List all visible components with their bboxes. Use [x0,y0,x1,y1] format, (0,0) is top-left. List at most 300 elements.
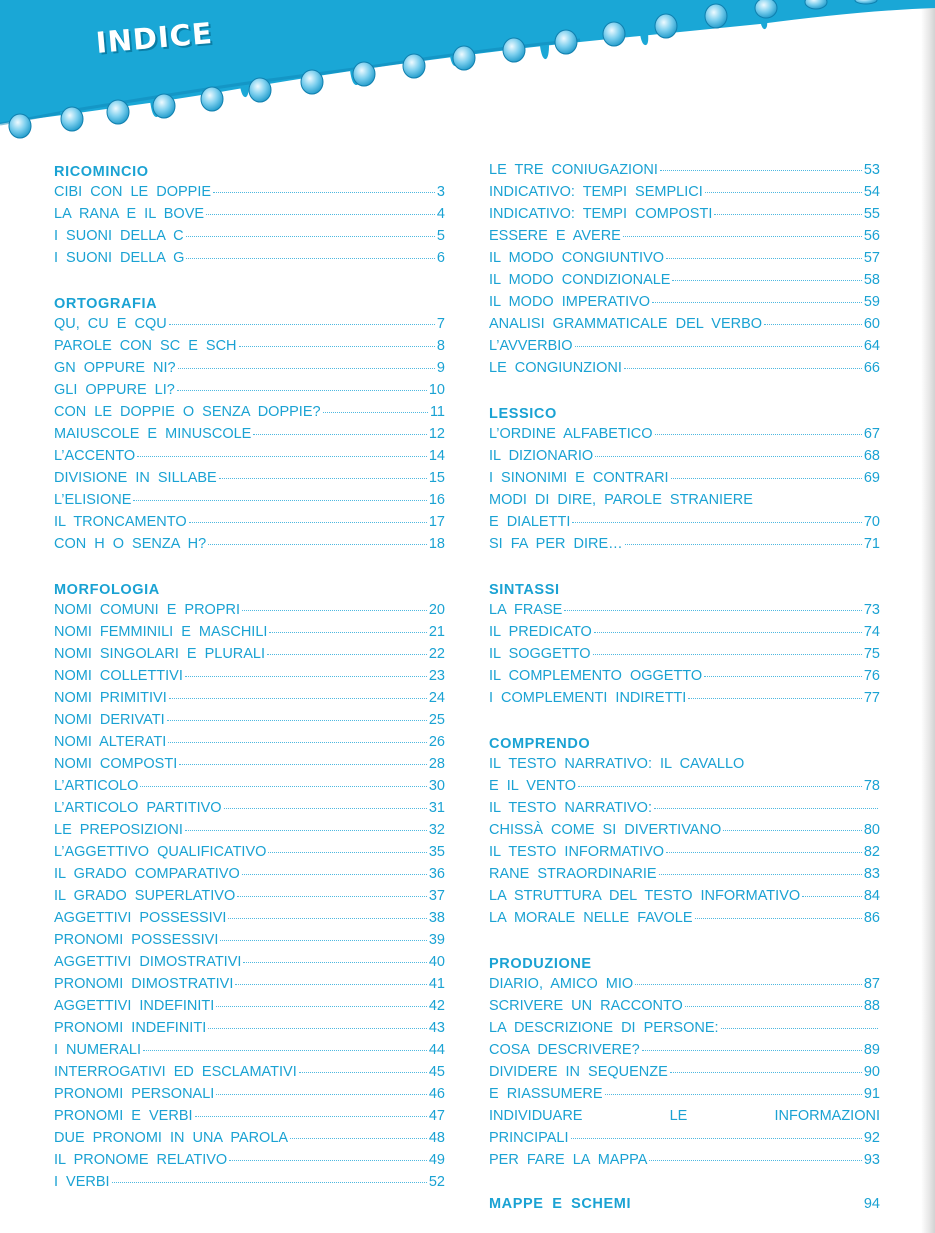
toc-entry[interactable] [489,1127,880,1149]
toc-entry[interactable] [489,335,880,357]
section-title: PRODUZIONE [489,956,592,972]
dot-leader [660,170,862,171]
dot-leader [195,1116,427,1117]
dot-leader [268,852,426,853]
entry-title: LE TRE CONIUGAZIONI [489,162,658,178]
toc-entry[interactable] [54,995,445,1017]
page-number: 6 [436,250,445,266]
section-gap [489,379,880,401]
section-gap [489,709,880,731]
toc-entry-line: IL TESTO NARRATIVO: IL CAVALLO [489,756,745,772]
dot-leader [688,698,862,699]
page-number: 11 [429,404,445,420]
page-number: 9 [436,360,445,376]
dot-leader [299,1072,427,1073]
entry-title: L’ARTICOLO [54,778,139,794]
toc-entry[interactable] [489,357,880,379]
toc-entry[interactable] [54,643,445,665]
page-number: 70 [863,514,880,530]
page-number: 16 [428,492,445,508]
page-number: 31 [428,800,445,816]
dot-leader [133,500,426,501]
entry-title: PRONOMI DIMOSTRATIVI [54,976,234,992]
dot-leader [267,654,427,655]
toc-entry[interactable] [489,225,880,247]
entry-title: IL SOGGETTO [489,646,591,662]
page-number: 8 [436,338,445,354]
toc-entry[interactable] [54,929,445,951]
entry-title: PRONOMI POSSESSIVI [54,932,219,948]
page-number: 23 [428,668,445,684]
toc-entry[interactable] [489,599,880,621]
entry-title: NOMI ALTERATI [54,734,167,750]
page-number: 56 [863,228,880,244]
section-title: RICOMINCIO [54,164,149,180]
dot-leader [213,192,435,193]
toc-entry[interactable] [54,357,445,379]
page-number: 43 [428,1020,445,1036]
page-number: 74 [863,624,880,640]
entry-title: PAROLE CON SC E SCH [54,338,237,354]
page-number: 69 [863,470,880,486]
dot-leader [179,764,427,765]
page-number: 55 [863,206,880,222]
toc-final-entry[interactable] [489,1193,880,1215]
dot-leader [623,236,862,237]
toc-entry[interactable] [489,819,880,841]
dot-leader [670,1072,862,1073]
entry-title: LA STRUTTURA DEL TESTO INFORMATIVO [489,888,801,904]
page-number: 47 [428,1108,445,1124]
dot-leader [642,1050,862,1051]
toc-entry[interactable] [54,1171,445,1193]
toc-section [489,159,880,379]
toc-entry[interactable] [489,841,880,863]
dot-leader [685,1006,862,1007]
dot-leader [721,1028,878,1029]
dot-leader [216,1094,427,1095]
entry-title: I SUONI DELLA G [54,250,185,266]
toc-entry[interactable] [54,775,445,797]
toc-entry[interactable] [489,533,880,555]
entry-title: L’ELISIONE [54,492,132,508]
page-number: 88 [863,998,880,1014]
toc-entry[interactable] [54,1061,445,1083]
page-number: 5 [436,228,445,244]
entry-title: L’ACCENTO [54,448,136,464]
entry-title: NOMI FEMMINILI E MASCHILI [54,624,268,640]
entry-word: INDIVIDUARE [489,1108,583,1124]
page-number: 57 [863,250,880,266]
toc-entry[interactable] [54,709,445,731]
entry-title: IL PRONOME RELATIVO [54,1152,228,1168]
dot-leader [705,192,862,193]
page-edge-shadow [921,0,935,1233]
dot-leader [654,808,878,809]
toc-entry[interactable] [489,1017,880,1039]
page-number: 14 [428,448,445,464]
entry-title: IL MODO CONGIUNTIVO [489,250,665,266]
toc-entry[interactable] [54,1105,445,1127]
toc-entry[interactable] [54,467,445,489]
dot-leader [723,830,862,831]
page-number: 58 [863,272,880,288]
dot-leader [235,984,427,985]
entry-title: I SINONIMI E CONTRARI [489,470,669,486]
toc-entry-line: MODI DI DIRE, PAROLE STRANIERE [489,492,753,508]
dot-leader [625,544,862,545]
section-title: MORFOLOGIA [54,582,160,598]
page-number: 24 [428,690,445,706]
dot-leader [186,236,435,237]
entry-title: AGGETTIVI POSSESSIVI [54,910,227,926]
toc-entry[interactable] [54,203,445,225]
entry-title: IL TESTO NARRATIVO: [489,800,652,816]
page-number: 39 [428,932,445,948]
entry-title: COSA DESCRIVERE? [489,1042,640,1058]
section-gap [489,1171,880,1193]
entry-title: LE CONGIUNZIONI [489,360,622,376]
entry-title: IL COMPLEMENTO OGGETTO [489,668,703,684]
entry-title: INTERROGATIVI ED ESCLAMATIVI [54,1064,297,1080]
dot-leader [714,214,861,215]
page-number: 86 [863,910,880,926]
toc-entry[interactable] [54,489,445,511]
dot-leader [229,1160,427,1161]
page-number: 44 [428,1042,445,1058]
page-number: 21 [428,624,445,640]
page-number: 28 [428,756,445,772]
dot-leader [695,918,862,919]
toc-entry[interactable] [54,379,445,401]
entry-title: SCRIVERE UN RACCONTO [489,998,683,1014]
entry-title: IL MODO IMPERATIVO [489,294,651,310]
dot-leader [239,346,435,347]
toc-entry-line [489,1105,880,1127]
page-number: 22 [428,646,445,662]
toc-entry[interactable] [54,797,445,819]
page-number: 38 [428,910,445,926]
dot-leader [185,830,427,831]
page-number: 4 [436,206,445,222]
entry-title: QU, CU E CQU [54,316,167,332]
toc-entry[interactable] [489,247,880,269]
section-title: COMPRENDO [489,736,591,752]
dot-leader [220,940,427,941]
page-number: 3 [436,184,445,200]
page-number: 54 [863,184,880,200]
entry-title: DUE PRONOMI IN UNA PAROLA [54,1130,289,1146]
toc-entry[interactable] [54,885,445,907]
page-number: 32 [428,822,445,838]
toc-entry[interactable] [489,181,880,203]
dot-leader [594,632,862,633]
section-gap [54,269,445,291]
toc-column-right [489,159,880,1215]
toc-entry[interactable] [54,181,445,203]
dot-leader [605,1094,862,1095]
entry-title: CHISSÀ COME SI DIVERTIVANO [489,822,722,838]
entry-title: IL DIZIONARIO [489,448,594,464]
page-number: 64 [863,338,880,354]
toc-entry[interactable] [489,643,880,665]
dot-leader [655,434,862,435]
dot-leader [242,874,427,875]
entry-title: E DIALETTI [489,514,571,530]
dot-leader [143,1050,427,1051]
dot-leader [168,742,427,743]
toc-entry[interactable] [54,225,445,247]
toc-entry[interactable] [54,687,445,709]
page-number: 40 [428,954,445,970]
toc-column-left [54,159,445,1193]
toc-entry[interactable] [489,1061,880,1083]
entry-title: LA MORALE NELLE FAVOLE [489,910,693,926]
toc-entry[interactable] [489,291,880,313]
page-number: 45 [428,1064,445,1080]
entry-title: IL GRADO COMPARATIVO [54,866,240,882]
final-title: MAPPE E SCHEMI [489,1196,632,1212]
dot-leader [224,808,427,809]
dot-leader [137,456,427,457]
toc-entry[interactable] [54,599,445,621]
page-number: 36 [428,866,445,882]
dot-leader [177,390,427,391]
toc-entry[interactable] [54,1083,445,1105]
entry-title: MAIUSCOLE E MINUSCOLE [54,426,252,442]
entry-title: NOMI COMPOSTI [54,756,178,772]
toc-entry[interactable] [54,731,445,753]
page-number: 77 [863,690,880,706]
dot-leader [635,984,862,985]
dot-leader [228,918,426,919]
toc-entry[interactable] [54,313,445,335]
page-number: 92 [863,1130,880,1146]
toc-entry[interactable] [489,1149,880,1171]
toc-entry[interactable] [489,445,880,467]
page-number: 18 [428,536,445,552]
dot-leader [672,280,861,281]
dot-leader [169,324,435,325]
toc-section [489,401,880,555]
dot-leader [219,478,427,479]
entry-title: L’ARTICOLO PARTITIVO [54,800,222,816]
entry-title: CON H O SENZA H? [54,536,207,552]
page-number: 94 [863,1196,880,1212]
dot-leader [764,324,862,325]
toc-entry[interactable] [489,423,880,445]
page-number: 89 [863,1042,880,1058]
toc-entry[interactable] [489,313,880,335]
toc-entry[interactable] [54,423,445,445]
toc-entry[interactable] [54,533,445,555]
entry-title: GLI OPPURE LI? [54,382,175,398]
section-gap [54,555,445,577]
toc-entry[interactable] [54,973,445,995]
toc-entry[interactable] [489,1039,880,1061]
toc-entry[interactable] [54,841,445,863]
page-number: 37 [428,888,445,904]
page-number: 91 [863,1086,880,1102]
dot-leader [208,544,427,545]
entry-title: NOMI DERIVATI [54,712,165,728]
entry-title: CON LE DOPPIE O SENZA DOPPIE? [54,404,321,420]
dot-leader [802,896,862,897]
toc-entry[interactable] [489,885,880,907]
page-number: 52 [428,1174,445,1190]
entry-title: I VERBI [54,1174,110,1190]
dot-leader [169,698,427,699]
page-number: 7 [436,316,445,332]
toc-entry[interactable] [489,775,880,797]
page-number: 71 [863,536,880,552]
dot-leader [242,610,427,611]
toc-section [54,291,445,555]
dot-leader [216,1006,427,1007]
toc-entry[interactable] [54,1039,445,1061]
page-number: 42 [428,998,445,1014]
toc-entry[interactable] [54,753,445,775]
entry-title: INDICATIVO: TEMPI COMPOSTI [489,206,713,222]
toc-entry[interactable] [489,665,880,687]
dot-leader [575,346,862,347]
entry-title: NOMI COMUNI E PROPRI [54,602,241,618]
toc-entry[interactable] [489,467,880,489]
toc-entry[interactable] [489,1083,880,1105]
entry-title: I COMPLEMENTI INDIRETTI [489,690,687,706]
dot-leader [237,896,427,897]
page-number: 87 [863,976,880,992]
entry-title: SI FA PER DIRE… [489,536,623,552]
page-number: 35 [428,844,445,860]
section-title: ORTOGRAFIA [54,296,158,312]
dot-leader [666,852,862,853]
section-gap [489,929,880,951]
toc-section [489,731,880,929]
entry-title: IL GRADO SUPERLATIVO [54,888,236,904]
entry-title: LA FRASE [489,602,563,618]
entry-title: ESSERE E AVERE [489,228,621,244]
page-number: 80 [863,822,880,838]
dot-leader [208,1028,427,1029]
section-title: LESSICO [489,406,557,422]
toc-entry[interactable] [489,621,880,643]
toc-entry[interactable] [54,951,445,973]
entry-title: IL TESTO INFORMATIVO [489,844,665,860]
page-number: 68 [863,448,880,464]
page-number: 78 [863,778,880,794]
dot-leader [189,522,427,523]
page-number: 10 [428,382,445,398]
dot-leader [564,610,862,611]
entry-title: PRINCIPALI [489,1130,569,1146]
page-number: 30 [428,778,445,794]
entry-title: CIBI CON LE DOPPIE [54,184,212,200]
entry-title: LA DESCRIZIONE DI PERSONE: [489,1020,719,1036]
page-number: 67 [863,426,880,442]
dot-leader [659,874,862,875]
entry-title: NOMI SINGOLARI E PLURALI [54,646,266,662]
toc-entry[interactable] [54,1127,445,1149]
toc-entry[interactable] [54,401,445,423]
entry-title: IL MODO CONDIZIONALE [489,272,671,288]
page-number: 12 [428,426,445,442]
dot-leader [112,1182,427,1183]
entry-title: E IL VENTO [489,778,576,794]
page-number: 53 [863,162,880,178]
page-number: 41 [428,976,445,992]
entry-title: DIVIDERE IN SEQUENZE [489,1064,668,1080]
toc-entry[interactable] [54,1149,445,1171]
dot-leader [571,1138,862,1139]
toc-entry[interactable] [54,665,445,687]
page-title: INDICE [94,15,215,60]
entry-title: INDICATIVO: TEMPI SEMPLICI [489,184,703,200]
page-number: 93 [863,1152,880,1168]
toc-entry[interactable] [54,335,445,357]
toc-entry[interactable] [489,687,880,709]
toc-entry[interactable] [54,511,445,533]
toc-entry[interactable] [489,797,880,819]
toc-entry[interactable] [489,907,880,929]
dot-leader [595,456,862,457]
header-banner [0,0,935,150]
toc-entry[interactable] [54,907,445,929]
dot-leader [572,522,862,523]
toc-entry[interactable] [489,511,880,533]
toc-entry[interactable] [54,621,445,643]
toc-entry[interactable] [54,1017,445,1039]
page-number: 17 [428,514,445,530]
entry-title: DIVISIONE IN SILLABE [54,470,217,486]
entry-word: INFORMAZIONI [774,1108,880,1124]
page-number: 75 [863,646,880,662]
toc-entry[interactable] [489,159,880,181]
toc-entry[interactable] [489,863,880,885]
dot-leader [649,1160,861,1161]
entry-title: PRONOMI PERSONALI [54,1086,215,1102]
toc-entry[interactable] [54,445,445,467]
toc-entry[interactable] [489,973,880,995]
dot-leader [593,654,862,655]
page-number: 15 [428,470,445,486]
dot-leader [578,786,862,787]
page-number: 26 [428,734,445,750]
page-number: 82 [863,844,880,860]
dot-leader [185,676,427,677]
dot-leader [704,676,862,677]
entry-title: PER FARE LA MAPPA [489,1152,648,1168]
entry-title: IL PREDICATO [489,624,592,640]
entry-title: DIARIO, AMICO MIO [489,976,634,992]
toc-entry[interactable] [54,819,445,841]
page-number: 60 [863,316,880,332]
dot-leader [140,786,427,787]
dot-leader [186,258,434,259]
entry-title: I SUONI DELLA C [54,228,184,244]
toc-entry[interactable] [54,863,445,885]
entry-title: L’AVVERBIO [489,338,573,354]
dot-leader [206,214,435,215]
page-number: 76 [863,668,880,684]
entry-title: I NUMERALI [54,1042,141,1058]
toc-entry[interactable] [489,269,880,291]
toc-entry[interactable] [489,995,880,1017]
dot-leader [269,632,426,633]
toc-entry[interactable] [54,247,445,269]
toc-entry[interactable] [489,203,880,225]
entry-title: LA RANA E IL BOVE [54,206,205,222]
